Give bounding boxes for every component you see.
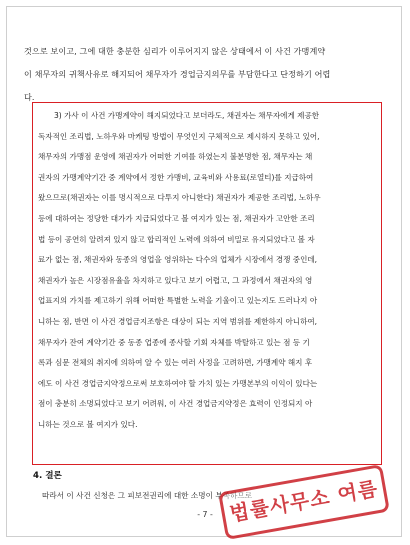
paragraph-line: 채무자의 가맹점 운영에 채권자가 어떠한 기여를 하였는지 불분명한 점, 채무자는 채 bbox=[38, 152, 313, 162]
paragraph-line: 독자적인 조리법, 노하우와 마케팅 방법이 무엇인지 구체적으로 제시하지 못하고 있어, bbox=[38, 131, 320, 141]
paragraph-line: 등에 대하여는 정당한 대가가 지급되었다고 볼 여지가 있는 점, 채권자가 고안한 조리 bbox=[38, 213, 315, 223]
conclusion-text: 따라서 이 사건 신청은 그 피보전권리에 대한 소명이 부족하므로 bbox=[42, 491, 253, 500]
paragraph-line: 점이 충분히 소명되었다고 보기 어려워, 이 사건 경업금지약정은 효력이 인정되지 아 bbox=[38, 399, 313, 409]
intro-line: 다. bbox=[24, 92, 35, 102]
paragraph-line: 권자의 가맹계약기간 중 계약에서 정한 가맹비, 교육비와 사용료(로열티)를 지급하여 bbox=[38, 172, 314, 182]
paragraph-line: 록과 심문 전체의 취지에 의하여 알 수 있는 여러 사정을 고려하면, 가맹계약 해지 후 bbox=[38, 358, 313, 368]
section-heading: 4. 결론 bbox=[33, 471, 62, 481]
paragraph-line: 법 등이 공연히 알려져 있지 않고 합리적인 노력에 의하여 비밀로 유지되었다고 볼 자 bbox=[38, 234, 315, 244]
paragraph-line: 료가 없는 점, 채권자와 동종의 영업을 영위하는 다수의 업체가 시장에서 경쟁 중인데, bbox=[38, 255, 318, 265]
page-number: - 7 - bbox=[197, 510, 213, 519]
intro-line: 것으로 보이고, 그에 대한 충분한 심리가 이루어지지 않은 상태에서 이 사건 가맹계약 bbox=[24, 46, 326, 56]
paragraph-line: 니하는 점, 반면 이 사건 경업금지조항은 대상이 되는 지역 범위를 제한하지 아니하여, bbox=[38, 316, 318, 326]
paragraph-line: 채무자가 잔여 계약기간 중 동종 업종에 종사할 기회 자체를 박탈하고 있는 점 등 기 bbox=[38, 337, 310, 347]
law-firm-stamp: 법률사무소 여름 bbox=[218, 464, 390, 540]
intro-line: 이 채무자의 귀책사유로 해지되어 채무자가 경업금지의무를 부담한다고 단정하기 어렵 bbox=[24, 69, 331, 79]
paragraph-line: 에도 이 사건 경업금지약정으로써 보호하여야 할 가치 있는 가맹본부의 이익이 있다는 bbox=[38, 378, 318, 388]
paragraph-line: 니하는 것으로 볼 여지가 있다. bbox=[38, 419, 138, 429]
intro-paragraph bbox=[24, 40, 386, 109]
paragraph-line: 왔으므로(채권자는 이를 명시적으로 다투지 아니한다) 채권자가 제공한 조리법, 노하우 bbox=[38, 193, 321, 203]
paragraph-line: 업표지의 가치를 제고하기 위해 어떠한 특별한 노력을 기울이고 있는지도 드러나지 아 bbox=[38, 296, 318, 306]
paragraph-line: 채권자가 높은 시장점유율을 차지하고 있다고 보기 어렵고, 그 과정에서 채권자의 영 bbox=[38, 275, 313, 285]
highlighted-paragraph bbox=[38, 106, 376, 436]
paragraph-line: 3) 가사 이 사건 가맹계약이 해지되었다고 보더라도, 채권자는 채무자에게 제공한 bbox=[54, 111, 320, 120]
